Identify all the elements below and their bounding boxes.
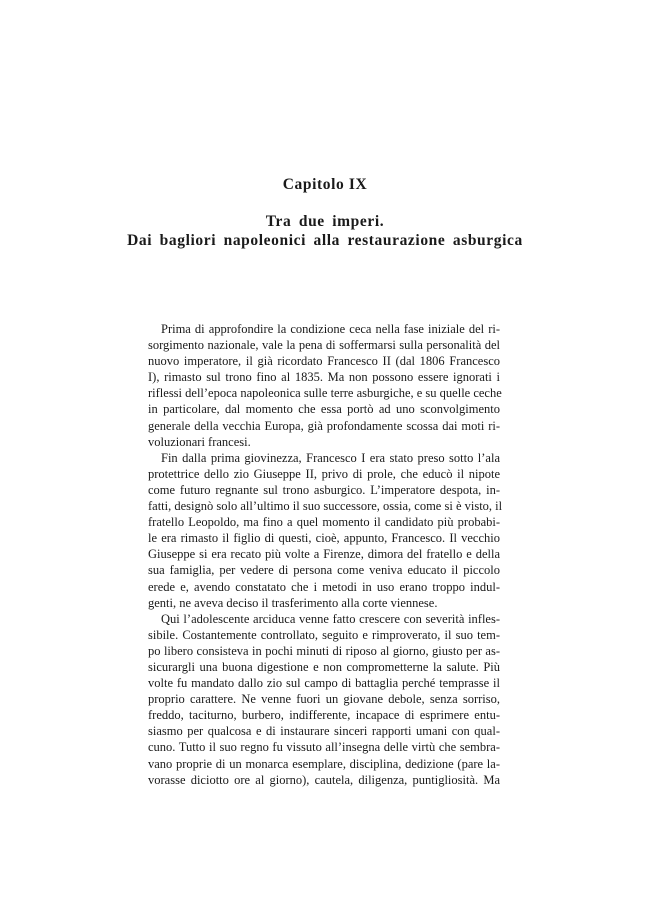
chapter-label: Capitolo IX [282,176,368,193]
text-line: freddo, taciturno, burbero, indifferente, incapace di esprimere entu- [148,708,500,723]
text-line: I), rimasto sul trono fino al 1835. Ma non possono essere ignorati i [148,370,500,385]
text-line: sua famiglia, per vedere di persona come veniva educato il piccolo [148,563,500,578]
text-line: nuovo imperatore, il già ricordato Francesco II (dal 1806 Francesco [148,354,500,369]
text-line: genti, ne aveva deciso il trasferimento alla corte viennese. [148,595,438,610]
text-line: Qui l’adolescente arciduca venne fatto crescere con severità infles- [161,611,500,626]
text-line: le era rimasto il figlio di questi, cioè, appunto, Francesco. Il vecchio [148,531,500,546]
chapter-title-line-2: Dai bagliori napoleonici alla restaurazione asburgica [127,232,523,249]
text-line: generale della vecchia Europa, già profondamente scossa dai moti ri- [148,418,500,433]
text-line: protettrice dello zio Giuseppe II, privo di prole, che educò il nipote [148,466,500,481]
text-line: Fin dalla prima giovinezza, Francesco I era stato preso sotto l’ala [161,450,500,465]
text-line: in particolare, dal momento che essa portò ad uno sconvolgimento [148,402,500,417]
text-line: vano proprie di un monarca esemplare, disciplina, dedizione (pare la- [148,756,500,771]
chapter-title [0,212,650,250]
text-line: voluzionari francesi. [148,434,251,449]
text-line: cuno. Tutto il suo regno fu vissuto all’insegna delle virtù che sembra- [148,740,500,755]
paragraph [148,321,500,450]
paragraph [148,611,500,788]
text-line: riflessi dell’epoca napoleonica sulle terre asburgiche, e su quelle ceche [148,386,502,401]
text-line: Giuseppe si era recato più volte a Firenze, dimora del fratello e della [148,547,500,562]
text-line: vorasse diciotto ore al giorno), cautela, diligenza, puntigliosità. Ma [148,772,500,787]
text-line: sibile. Costantemente controllato, seguito e rimproverato, il suo tem- [148,627,500,642]
text-line: volte fu mandato dallo zio sul campo di battaglia perché temprasse il [148,676,500,691]
paragraph [148,450,503,611]
text-line: come futuro regnante sul trono asburgico. L’imperatore despota, in- [148,482,500,497]
text-line: fratello Leopoldo, ma fino a quel momento il candidato più probabi- [148,515,500,530]
text-line: po libero consisteva in pochi minuti di riposo al giorno, giusto per as- [148,643,500,658]
text-line: proprio carattere. Ne venne fuori un giovane debole, senza sorriso, [148,692,500,707]
text-line: erede e, avendo constatato che i metodi in uso erano troppo indul- [148,579,500,594]
text-line: siasmo per qualcosa e di instaurare sinceri rapporti umani con qual- [148,724,500,739]
body-text [148,321,503,788]
text-line: sicurargli una buona digestione e non comprometterne la salute. Più [148,659,500,674]
text-line: Prima di approfondire la condizione ceca nella fase iniziale del ri- [161,322,500,336]
chapter-title-line-1: Tra due imperi. [265,213,385,230]
text-line: fatti, designò solo all’ultimo il suo successore, ossia, come si è visto, il [148,499,503,514]
text-line: sorgimento nazionale, vale la pena di soffermarsi sulla personalità del [148,338,500,353]
